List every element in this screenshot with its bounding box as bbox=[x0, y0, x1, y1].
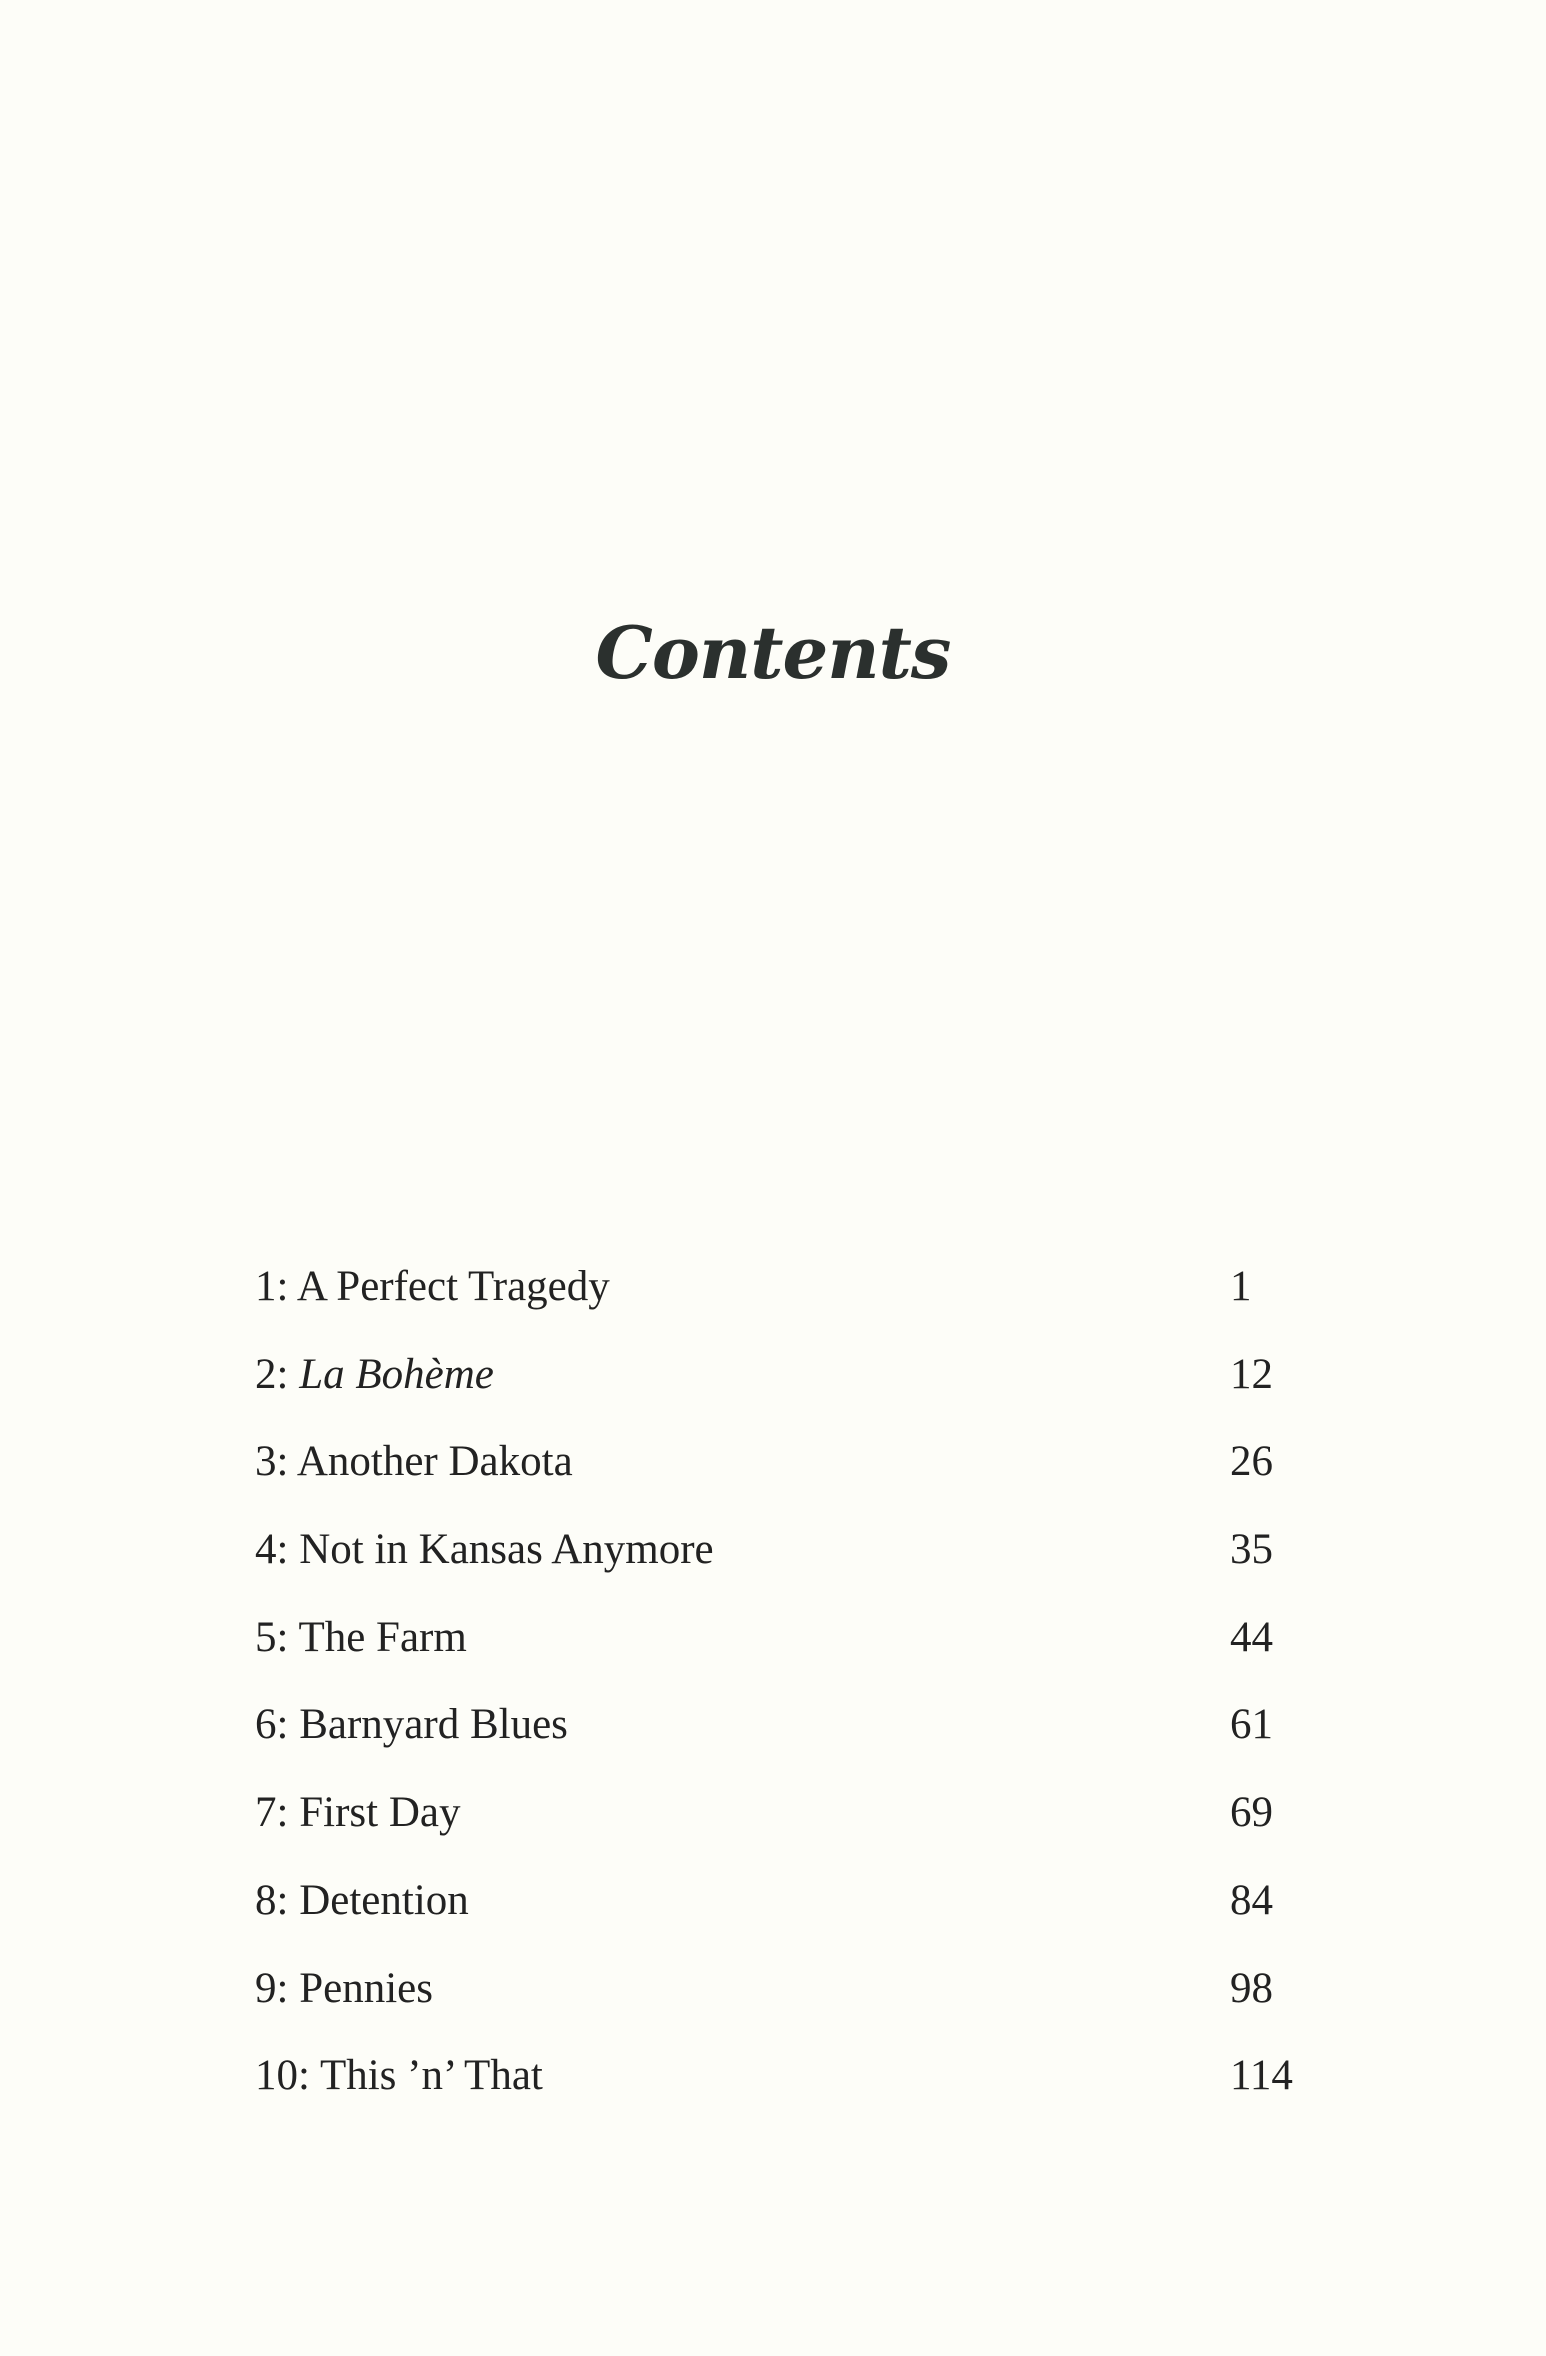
toc-entry bbox=[255, 2044, 1305, 2132]
chapter-label bbox=[255, 1693, 568, 1757]
page-number: 84 bbox=[1230, 1876, 1273, 1924]
toc-entry bbox=[255, 1430, 1305, 1518]
toc-entry bbox=[255, 1255, 1305, 1343]
chapter-number: 5: bbox=[255, 1613, 289, 1661]
page-number: 114 bbox=[1230, 2052, 1293, 2100]
chapter-number: 2: bbox=[255, 1350, 289, 1398]
toc-entry bbox=[255, 1869, 1305, 1957]
chapter-title: Not in Kansas Anymore bbox=[299, 1526, 714, 1574]
chapter-number: 6: bbox=[255, 1701, 289, 1749]
chapter-number: 8: bbox=[255, 1876, 289, 1924]
chapter-title: A Perfect Tragedy bbox=[296, 1263, 610, 1310]
chapter-title: Pennies bbox=[299, 1964, 433, 2012]
page-number: 12 bbox=[1230, 1350, 1273, 1398]
toc-entry bbox=[255, 1606, 1305, 1694]
toc-entry bbox=[255, 1957, 1305, 2045]
chapter-title: Another Dakota bbox=[296, 1438, 573, 1486]
chapter-label bbox=[255, 1869, 469, 1933]
chapter-label bbox=[255, 1255, 610, 1319]
page-number: 61 bbox=[1230, 1701, 1273, 1749]
chapter-label bbox=[255, 1781, 460, 1845]
chapter-label bbox=[255, 2044, 543, 2108]
chapter-label bbox=[255, 1606, 467, 1670]
chapter-label bbox=[255, 1343, 494, 1407]
page-number: 98 bbox=[1230, 1964, 1273, 2012]
chapter-label bbox=[255, 1518, 714, 1582]
chapter-number: 10: bbox=[255, 2052, 310, 2100]
chapter-title: La Bohème bbox=[299, 1350, 494, 1398]
page-number: 1 bbox=[1230, 1263, 1252, 1310]
toc-entry bbox=[255, 1518, 1305, 1606]
chapter-title: Barnyard Blues bbox=[299, 1701, 568, 1749]
toc-entry bbox=[255, 1693, 1305, 1781]
toc-entry bbox=[255, 1343, 1305, 1431]
chapter-title: First Day bbox=[299, 1789, 461, 1837]
page-number: 44 bbox=[1230, 1613, 1273, 1661]
chapter-number: 4: bbox=[255, 1526, 289, 1574]
page-number: 26 bbox=[1230, 1438, 1273, 1486]
chapter-number: 3: bbox=[255, 1438, 289, 1486]
table-of-contents bbox=[255, 1255, 1305, 2132]
chapter-number: 1: bbox=[255, 1263, 289, 1310]
chapter-title: Detention bbox=[299, 1876, 469, 1924]
chapter-label bbox=[255, 1430, 573, 1494]
chapter-label bbox=[255, 1957, 433, 2021]
chapter-number: 9: bbox=[255, 1964, 289, 2012]
chapter-title: The Farm bbox=[298, 1613, 467, 1661]
chapter-number: 7: bbox=[255, 1789, 289, 1837]
chapter-title: This ’n’ That bbox=[319, 2052, 543, 2100]
page-title: Contents bbox=[595, 610, 951, 695]
page-number: 69 bbox=[1230, 1789, 1273, 1837]
toc-entry bbox=[255, 1781, 1305, 1869]
page-number: 35 bbox=[1230, 1526, 1273, 1574]
